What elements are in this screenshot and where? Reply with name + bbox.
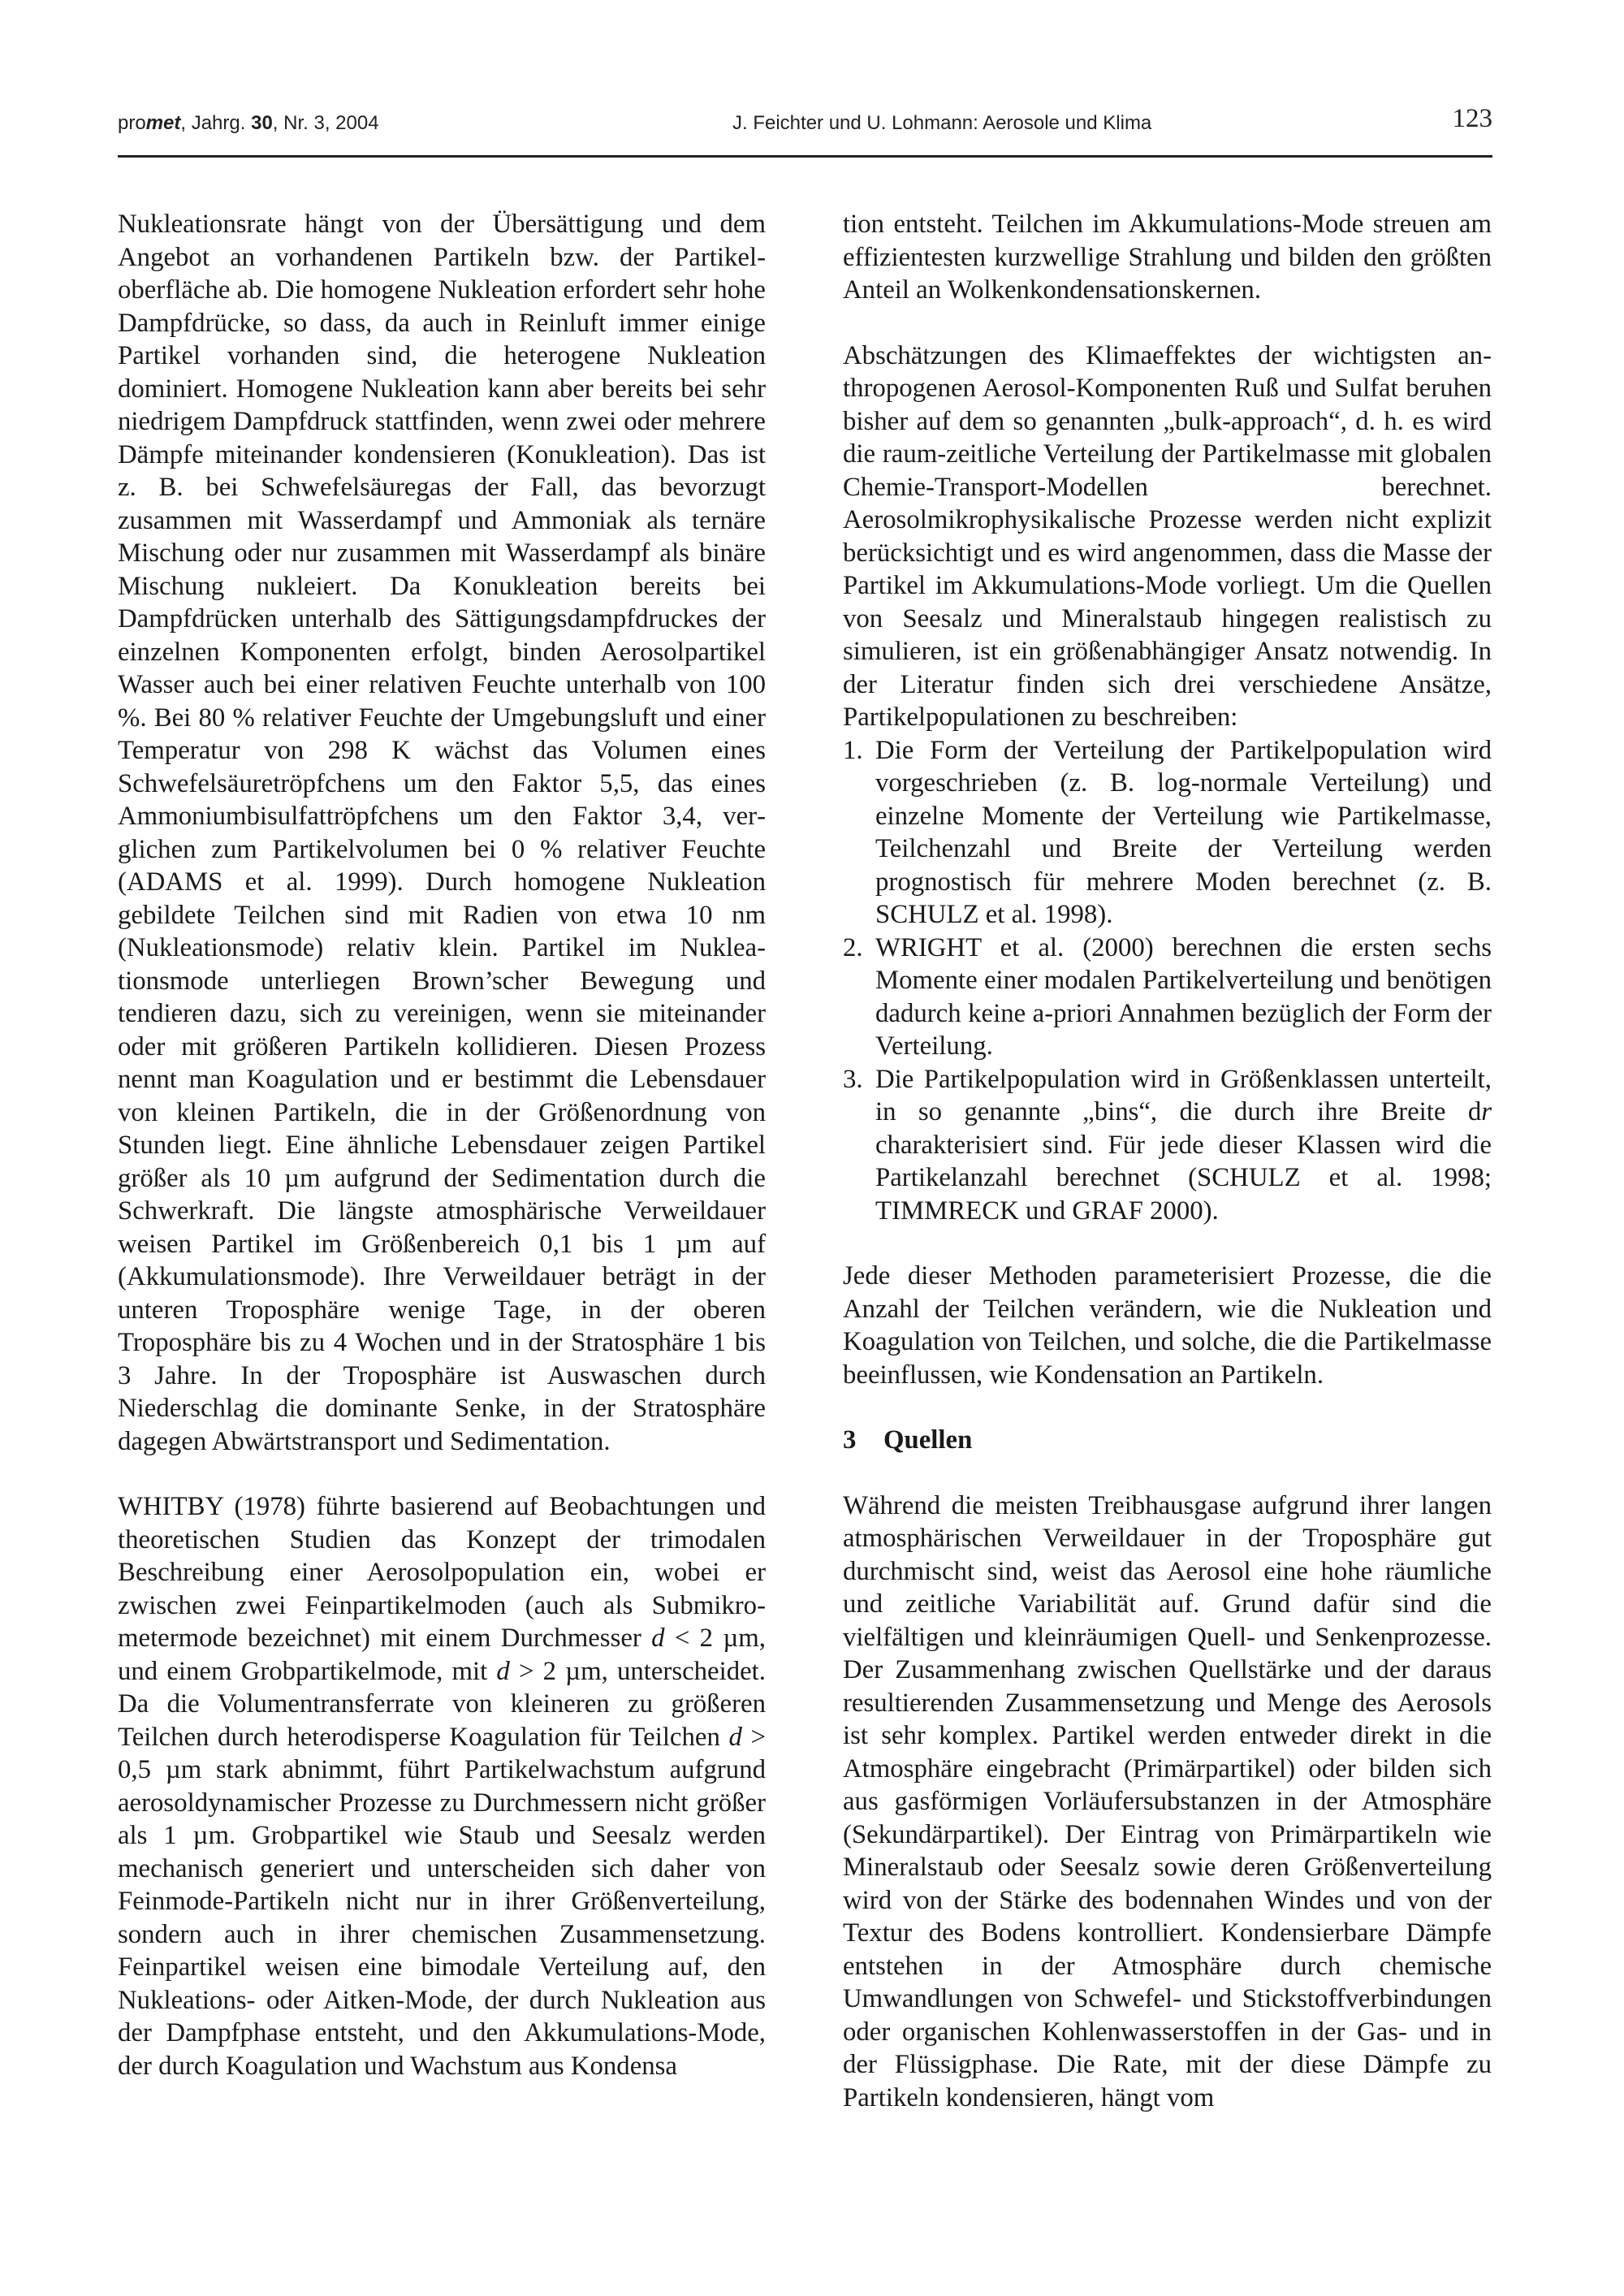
approaches-list	[843, 734, 1492, 1228]
journal-name-rest: , Jahrg.	[180, 112, 252, 134]
header-rule	[118, 155, 1492, 158]
right-column	[843, 208, 1492, 2114]
list-text: WRIGHT et al. (2000) berechnen die ersten sechs Momente einer modalen Partikelverteilung und benötigen dadurch keine a-priori Annahmen bezüglich der Form der Verteilung.	[875, 932, 1492, 1061]
page-number: 123	[1452, 104, 1492, 133]
list-text	[875, 1065, 1492, 1226]
right-paragraph-3: Jede dieser Methoden parameterisiert Prozesse, die die Anzahl der Teilchen verändern, wie die Nukleation und Koagulation von Teilchen, und solche, die die Partikelmasse beeinflussen, wie Kondensation an Partikeln.	[843, 1261, 1492, 1390]
math-var-d: d	[651, 1624, 665, 1653]
list-number: 2.	[843, 932, 863, 962]
left-paragraph-2	[118, 1490, 766, 2082]
right-paragraph-2: Abschätzungen des Klimaeffektes der wichtigsten anthropogenen Aerosol-Komponenten Ruß und Sulfat beruhen bisher auf dem so genannten „bulk-approach“, d. h. es wird die raum-zeitliche Verteilung der Partikelmasse mit globalen Chemie-Transport-Modellen berechnet. Aerosolmikrophysikalische Prozesse werden nicht explizit berücksichtigt und es wird angenommen, dass die Masse der Partikel im Akkumulations-Mode vorliegt. Um die Quellen von Seesalz und Mineralstaub hingegen realistisch zu simulieren, ist ein größenabhängiger Ansatz notwendig. In der Literatur finden sich drei verschiedene Ansätze, Partikelpopulationen zu beschreiben:	[843, 340, 1492, 732]
text-run: WHITBY (1978) führte basierend auf Beobachtungen und theoretischen Studien das Konzept der trimodalen Beschreibung einer Aerosolpopulation ein, wobei er zwischen zwei Feinpartikelmoden (auch als Submikrometermode bezeichnet) mit einem Durchmesser	[118, 1492, 766, 1653]
section-number: 3	[843, 1425, 857, 1455]
journal-issue: , Nr. 3, 2004	[272, 112, 379, 134]
list-item	[843, 932, 1492, 1063]
list-number: 3.	[843, 1064, 863, 1094]
journal-citation	[118, 112, 379, 135]
section-heading	[843, 1424, 1492, 1457]
article-authors-title: J. Feichter und U. Lohmann: Aerosole und Klima	[732, 112, 1152, 134]
math-var-r: r	[1481, 1097, 1492, 1126]
list-item	[843, 734, 1492, 932]
running-header	[118, 104, 1492, 145]
math-var-d: d	[728, 1722, 742, 1752]
journal-name-pre: pro	[118, 112, 146, 134]
section-title: Quellen	[883, 1425, 973, 1455]
right-paragraph-1: tion entsteht. Teilchen im Akkumulations-Mode streuen am effizientesten kurzwellige Strahlung und bilden den größten Anteil an Wolkenkondensationskernen.	[843, 210, 1492, 305]
text-run: < 2 µm, und einem Grobpartikelmode, mit	[118, 1624, 766, 1686]
paragraph-gap	[118, 1458, 766, 1490]
list-number: 1.	[843, 735, 863, 765]
paragraph-gap	[843, 1457, 1492, 1490]
text-run: > 2 µm, unterscheidet. Da die Volumentransferrate von kleineren zu größeren Teilchen durch heterodisperse Koagulation für Teilchen	[118, 1656, 766, 1752]
paragraph-gap	[843, 1227, 1492, 1260]
paragraph-gap	[843, 307, 1492, 339]
right-paragraph-4: Während die meisten Treibhausgase aufgrund ihrer langen atmosphärischen Verweildauer in der Troposphäre gut durchmischt sind, weist das Aerosol eine hohe räumliche und zeitliche Variabilität auf. Grund dafür sind die vielfältigen und kleinräumigen Quell- und Senkenprozesse. Der Zusammenhang zwischen Quellstärke und der daraus resultierenden Zusammensetzung und Menge des Aerosols ist sehr komplex. Partikel werden entweder direkt in die Atmosphäre eingebracht (Primärpartikel) oder bilden sich aus gasförmigen Vorläufersubstanzen in der Atmosphäre (Sekundärpartikel). Der Eintrag von Primärpartikeln wie Mineralstaub oder Seesalz sowie deren Größenverteilung wird von der Stärke des bodennahen Windes und von der Textur des Bodens kontrolliert. Kondensierbare Dämpfe entstehen in der Atmosphäre durch chemische Umwandlungen von Schwefel- und Stickstoffverbindungen oder organischen Kohlenwasserstoffen in der Gas- und in der Flüssigphase. Die Rate, mit der diese Dämpfe zu Partikeln kondensieren, hängt vom	[843, 1490, 1492, 2112]
text-run: Die Partikelpopulation wird in Größenklassen unterteilt, in so genannte „bins“, die durch ihre Breite d	[875, 1064, 1492, 1126]
text-run: charakterisiert sind. Für jede dieser Klassen wird die Partikelanzahl berechnet (SCHULZ et al. 1998; TIMMRECK und GRAF 2000).	[875, 1130, 1492, 1226]
journal-name-emphasis: met	[145, 112, 181, 134]
paragraph-gap	[843, 1391, 1492, 1424]
math-var-d: d	[496, 1656, 510, 1686]
journal-volume: 30	[251, 112, 273, 134]
left-column	[118, 208, 766, 2082]
list-text: Die Form der Verteilung der Partikelpopulation wird vorgeschrieben (z. B. log-normale Verteilung) und einzelne Momente der Verteilung wie Partikelmasse, Teilchenzahl und Breite der Verteilung werden prognostisch für mehrere Moden berechnet (z. B. SCHULZ et al. 1998).	[875, 735, 1492, 929]
list-item	[843, 1063, 1492, 1228]
text-run: > 0,5 µm stark abnimmt, führt Partikelwachstum aufgrund aerosoldynamischer Prozesse zu Durchmessern nicht größer als 1 µm. Grobpartikel wie Staub und Seesalz werden mechanisch generiert und unterscheiden sich daher von Feinmode-Partikeln nicht nur in ihrer Größenverteilung, sondern auch in ihrer chemischen Zusammensetzung. Feinpartikel weisen eine bimodale Verteilung auf, den Nukleations- oder Aitken-Mode, der durch Nukleation aus der Dampfphase entsteht, und den Akkumulations-Mode, der durch Koagulation und Wachstum aus Kondensa	[118, 1722, 766, 2081]
left-paragraph-1: Nukleationsrate hängt von der Übersättigung und dem Angebot an vorhandenen Partikeln bzw. der Partikeloberfläche ab. Die homogene Nukleation erfordert sehr hohe Dampfdrücke, so dass, da auch in Reinluft immer einige Partikel vorhanden sind, die heterogene Nukleation dominiert. Homogene Nukleation kann aber bereits bei sehr niedrigem Dampfdruck stattfinden, wenn zwei oder mehrere Dämpfe miteinander kondensieren (Konukleation). Das ist z. B. bei Schwefelsäuregas der Fall, das bevorzugt zusammen mit Wasserdampf und Ammoniak als ternäre Mischung oder nur zusammen mit Wasserdampf als binäre Mischung nukleiert. Da Konukleation bereits bei Dampfdrücken unterhalb des Sättigungsdampfdruckes der einzelnen Komponenten erfolgt, binden Aerosolpartikel Wasser auch bei einer relativen Feuchte unterhalb von 100 %. Bei 80 % relativer Feuchte der Umgebungsluft und einer Temperatur von 298 K wächst das Volumen eines Schwefelsäuretröpfchens um den Faktor 5,5, das eines Ammoniumbisulfattröpfchens um den Faktor 3,4, verglichen zum Partikelvolumen bei 0 % relativer Feuchte (ADAMS et al. 1999). Durch homogene Nukleation gebildete Teilchen sind mit Radien von etwa 10 nm (Nukleationsmode) relativ klein. Partikel im Nukleationsmode unterliegen Brown’scher Bewegung und tendieren dazu, sich zu vereinigen, wenn sie miteinander oder mit größeren Partikeln kollidieren. Diesen Prozess nennt man Koagulation und er bestimmt die Lebensdauer von kleinen Partikeln, die in der Größenordnung von Stunden liegt. Eine ähnliche Lebensdauer zeigen Partikel größer als 10 µm aufgrund der Sedimentation durch die Schwerkraft. Die längste atmosphärische Verweildauer weisen Partikel im Größenbereich 0,1 bis 1 µm auf (Akkumulationsmode). Ihre Verweildauer beträgt in der unteren Troposphäre wenige Tage, in der oberen Troposphäre bis zu 4 Wochen und in der Stratosphäre 1 bis 3 Jahre. In der Troposphäre ist Auswaschen durch Niederschlag die dominante Senke, in der Stratosphäre dagegen Abwärtstransport und Sedimentation.	[118, 210, 766, 1456]
